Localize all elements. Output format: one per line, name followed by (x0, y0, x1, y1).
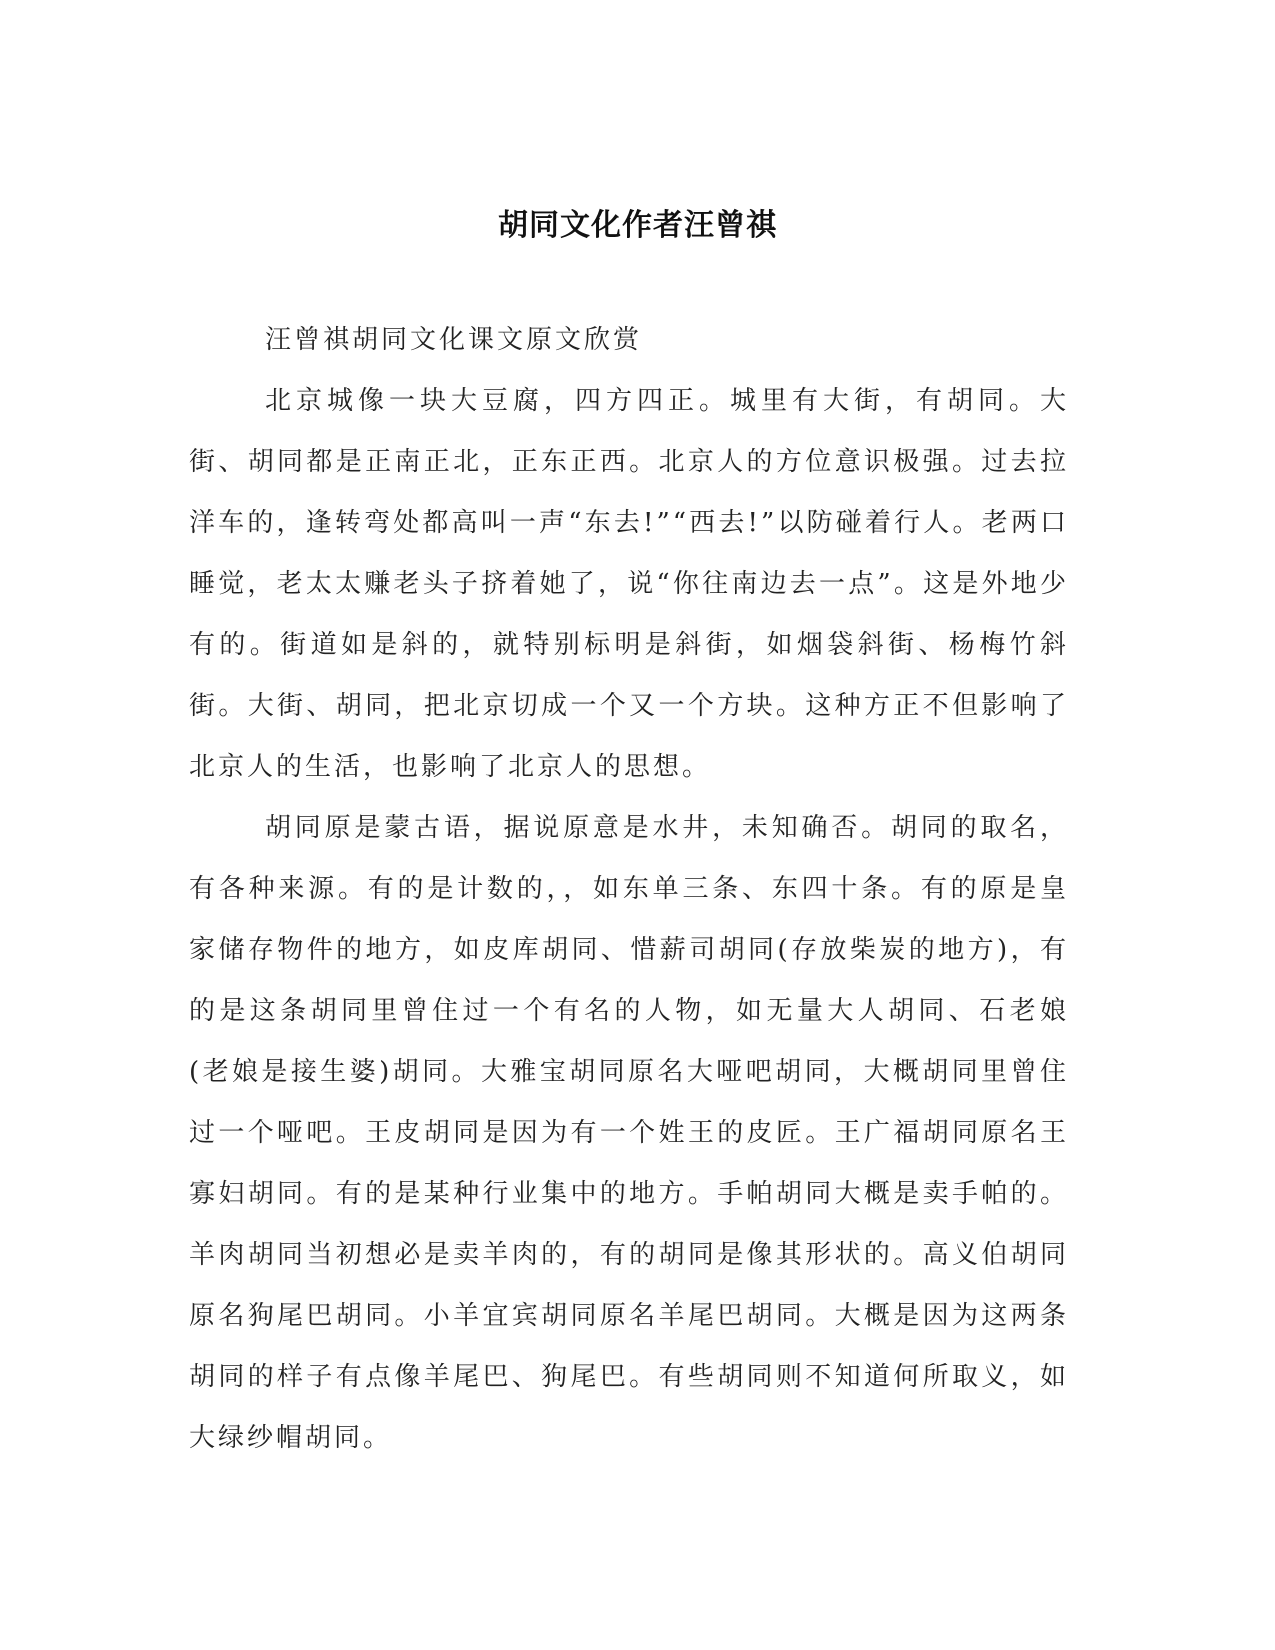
document-body (189, 310, 1069, 1469)
paragraph-hutong-names: 胡同原是蒙古语，据说原意是水井，未知确否。胡同的取名，有各种来源。有的是计数的，，如东单三条、东四十条。有的原是皇家储存物件的地方，如皮库胡同、惜薪司胡同(存放柴炭的地方)，有的是这条胡同里曾住过一个有名的人物，如无量大人胡同、石老娘(老娘是接生婆)胡同。大雅宝胡同原名大哑吧胡同，大概胡同里曾住过一个哑吧。王皮胡同是因为有一个姓王的皮匠。王广福胡同原名王寡妇胡同。有的是某种行业集中的地方。手帕胡同大概是卖手帕的。羊肉胡同当初想必是卖羊肉的，有的胡同是像其形状的。高义伯胡同原名狗尾巴胡同。小羊宜宾胡同原名羊尾巴胡同。大概是因为这两条胡同的样子有点像羊尾巴、狗尾巴。有些胡同则不知道何所取义，如大绿纱帽胡同。 (189, 813, 1069, 1453)
document-title: 胡同文化作者汪曾祺 (498, 208, 777, 243)
paragraph-beijing-layout: 北京城像一块大豆腐，四方四正。城里有大街，有胡同。大街、胡同都是正南正北，正东正西。北京人的方位意识极强。过去拉洋车的，逢转弯处都高叫一声“东去!”“西去!”以防碰着行人。老两口睡觉，老太太赚老头子挤着她了，说“你往南边去一点”。这是外地少有的。街道如是斜的，就特别标明是斜街，如烟袋斜街、杨梅竹斜街。大街、胡同，把北京切成一个又一个方块。这种方正不但影响了北京人的生活，也影响了北京人的思想。 (189, 386, 1069, 782)
paragraph-subtitle: 汪曾祺胡同文化课文原文欣赏 (265, 325, 643, 355)
